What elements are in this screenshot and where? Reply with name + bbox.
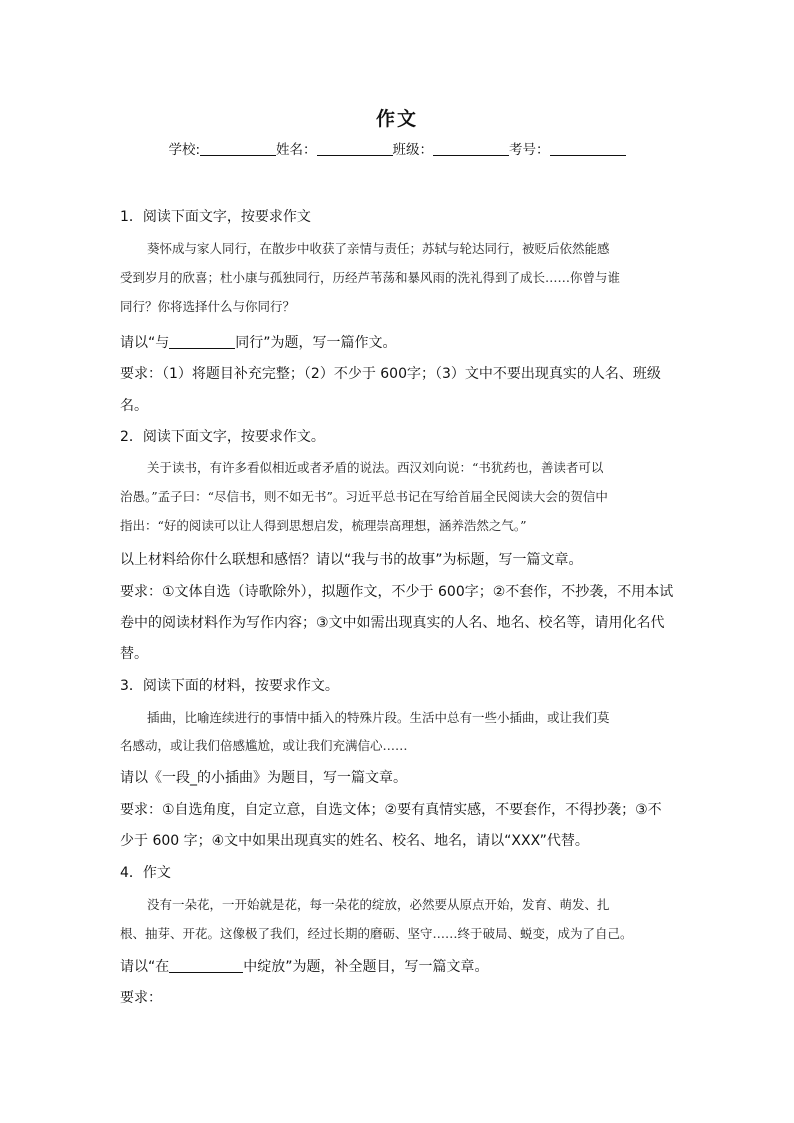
- q1-title-blank[interactable]: [169, 347, 235, 349]
- class-label: 班级：: [392, 142, 434, 158]
- q4-title-blank[interactable]: [169, 971, 243, 973]
- q2-heading: 2．阅读下面文字，按要求作文。: [120, 429, 325, 445]
- q2-material-line: 治愚。”孟子曰：“尽信书，则不如无书”。习近平总书记在写给首届全民阅读大会的贺信中: [120, 489, 608, 504]
- school-blank[interactable]: [200, 154, 276, 156]
- school-label: 学校:: [168, 142, 201, 158]
- q4-prompt-end: 中绽放”为题，补全题目，写一篇文章。: [243, 959, 489, 975]
- q3-requirement-line: 要求：①自选角度，自定立意，自选文体；②要有真情实感，不要套作，不得抄袭；③不: [120, 802, 662, 818]
- q4-heading: 4．作文: [120, 865, 171, 881]
- q4-requirement: 要求：: [120, 990, 162, 1006]
- class-blank[interactable]: [433, 154, 509, 156]
- q1-material-line: 葵怀成与家人同行，在散步中收获了亲情与责任；苏轼与轮达同行，被贬后依然能感: [147, 241, 610, 256]
- q1-material-line: 同行？你将选择什么与你同行？: [120, 299, 296, 314]
- q2-requirement-line: 要求：①文体自选（诗歌除外），拟题作文，不少于 600字；②不套作，不抄袭，不用本试: [120, 584, 674, 600]
- q2-material-line: 关于读书，有许多看似相近或者矛盾的说法。西汉刘向说：“书犹药也，善读者可以: [147, 460, 604, 475]
- q1-material-line: 受到岁月的欣喜；杜小康与孤独同行，历经芦苇荡和暴风雨的洗礼得到了成长……你曾与谁: [120, 270, 621, 285]
- q2-requirement-line: 卷中的阅读材料作为写作内容；③文中如需出现真实的人名、地名、校名等，请用化名代: [120, 615, 665, 631]
- number-blank[interactable]: [550, 154, 626, 156]
- name-label: 姓名：: [276, 142, 317, 158]
- q1-requirement-line: 要求：（1）将题目补充完整；（2）不少于 600字；（3）文中不要出现真实的人名、班级: [120, 366, 661, 382]
- q4-material-line: 没有一朵花，一开始就是花，每一朵花的绽放，必然要从原点开始，发育、萌发、扎: [147, 897, 610, 912]
- q3-material-line: 名感动，或让我们倍感尴尬，或让我们充满信心……: [120, 738, 408, 753]
- q2-requirement-line: 替。: [120, 646, 148, 662]
- student-info-line: [0, 138, 794, 158]
- name-blank[interactable]: [317, 154, 393, 156]
- q3-prompt: 请以《一段_的小插曲》为题目，写一篇文章。: [120, 770, 407, 786]
- q4-material-line: 根、抽芽、开花。这像极了我们，经过长期的磨砺、坚守……终于破局、蜕变，成为了自己。: [120, 926, 633, 941]
- q2-material-line: 指出：“好的阅读可以让人得到思想启发，梳理崇高理想，涵养浩然之气。”: [120, 518, 527, 533]
- number-label: 考号：: [509, 142, 550, 158]
- q1-requirement-line: 名。: [120, 398, 148, 414]
- q4-prompt: [120, 956, 680, 976]
- q2-prompt: 以上材料给你什么联想和感悟？请以“我与书的故事”为标题，写一篇文章。: [120, 552, 583, 568]
- q1-prompt-end: 同行”为题，写一篇作文。: [235, 335, 397, 351]
- q3-heading: 3．阅读下面的材料，按要求作文。: [120, 678, 339, 694]
- page-title: 作文: [375, 108, 418, 130]
- q1-heading: 1．阅读下面文字，按要求作文: [120, 209, 311, 225]
- q4-prompt-start: 请以“在: [120, 959, 170, 975]
- q1-prompt: [120, 332, 680, 352]
- q3-requirement-line: 少于 600 字；④文中如果出现真实的姓名、校名、地名，请以“XXX”代替。: [120, 833, 589, 849]
- q3-material-line: 插曲，比喻连续进行的事情中插入的特殊片段。生活中总有一些小插曲，或让我们莫: [147, 710, 610, 725]
- q1-prompt-start: 请以“与: [120, 335, 170, 351]
